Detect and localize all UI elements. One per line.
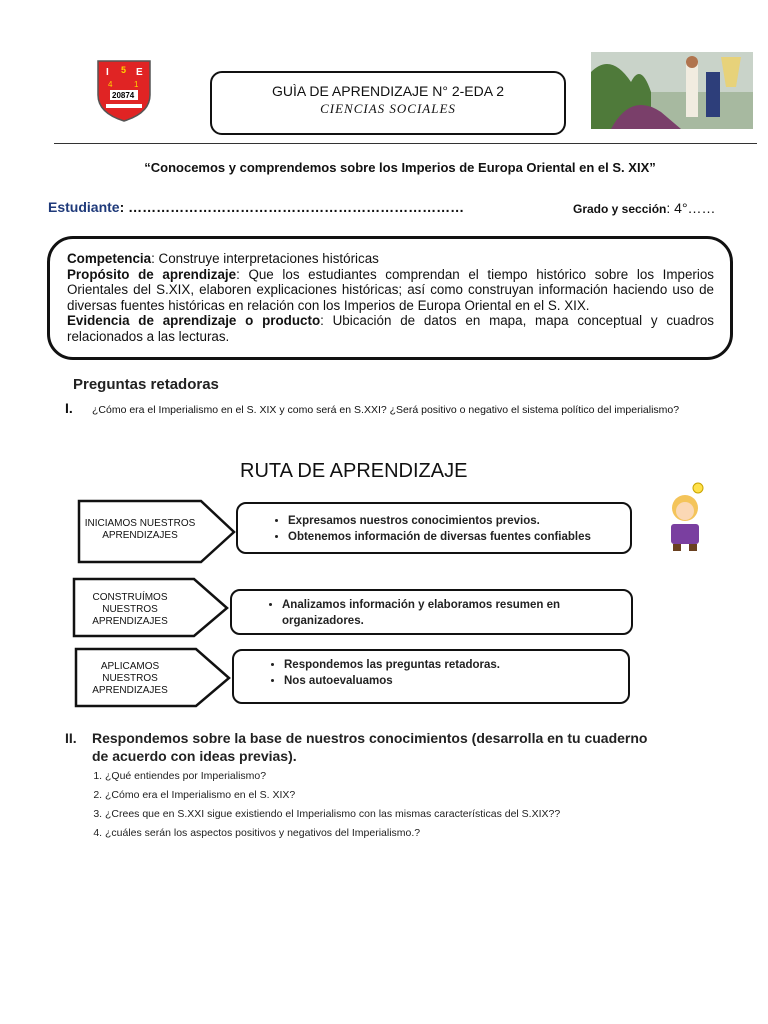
subject-title: CIENCIAS SOCIALES [320, 101, 456, 116]
svg-text:4: 4 [108, 80, 113, 89]
competencia-box [47, 236, 733, 360]
section-2 [65, 729, 665, 845]
grade-value: : 4°…… [666, 200, 716, 216]
svg-text:E: E [136, 67, 143, 78]
preguntas-heading: Preguntas retadoras [73, 376, 219, 393]
header-divider [54, 143, 757, 144]
guide-header-box [210, 71, 566, 135]
competencia-text: : Construye interpretaciones históricas [151, 251, 379, 266]
question-item: 4. ¿cuáles serán los aspectos positivos y negativos del Imperialismo.? [105, 826, 665, 840]
ruta-heading: RUTA DE APRENDIZAJE [240, 460, 468, 482]
svg-text:20874: 20874 [112, 91, 135, 100]
step-label-1: INICIAMOS NUESTROS APRENDIZAJES [84, 518, 196, 541]
step-content-1 [236, 502, 632, 554]
document-title: “Conocemos y comprendemos sobre los Imperios de Europa Oriental en el S. XIX” [144, 160, 656, 175]
svg-text:1: 1 [134, 80, 139, 89]
student-label: Estudiante [48, 199, 120, 215]
step-3-item: • Respondemos las preguntas retadoras. [284, 657, 628, 673]
section-numeral-1: I. [65, 400, 73, 416]
challenge-question: ¿Cómo era el Imperialismo en el S. XIX y como será en S.XXI? ¿Será positivo o negativo el sistema político del imperialismo? [92, 404, 680, 416]
grade-label: Grado y sección [573, 202, 667, 216]
evidencia-text: : Ubicación de datos en mapa, mapa conceptual y cuadros relacionados a las lecturas. [67, 313, 714, 344]
guide-title: GUÌA DE APRENDIZAJE N° 2-EDA 2 [272, 83, 504, 99]
evidencia-label: Evidencia de aprendizaje o producto [67, 313, 321, 328]
school-logo [92, 57, 156, 123]
step-label-3: APLICAMOS NUESTROS APRENDIZAJES [92, 661, 168, 696]
step-1-item: • Expresamos nuestros conocimientos previos. [288, 513, 630, 529]
student-field[interactable] [48, 199, 464, 215]
question-item: 3. ¿Crees que en S.XXI sigue existiendo el Imperialismo con las mismas características del S.XIX?? [105, 807, 665, 821]
student-blank: : ……………………………………………………………… [119, 199, 465, 215]
section-2-heading: Respondemos sobre la base de nuestros conocimientos (desarrolla en tu cuaderno de acuerdo con ideas previas). [92, 730, 648, 764]
step-content-3 [232, 649, 630, 704]
svg-text:I: I [106, 67, 109, 78]
question-item: 1. ¿Qué entiendes por Imperialismo? [105, 769, 665, 783]
step-2-item: • Analizamos información y elaboramos resumen en organizadores. [282, 597, 631, 629]
svg-text:5: 5 [121, 65, 127, 75]
proposito-text: : Que los estudiantes comprendan el tiempo histórico sobre los Imperios Orientales del S.XIX, elaboren explicaciones históricas; así como construyan información haciendo uso de diversas fuentes históricas en relación con los Imperios de Europa Oriental en el S. XIX. [67, 266, 715, 313]
question-item: 2. ¿Cómo era el Imperialismo en el S. XIX? [105, 788, 665, 802]
reading-child-icon [665, 478, 715, 556]
step-content-2 [230, 589, 633, 635]
historical-painting-image [591, 52, 753, 129]
proposito-label: Propósito de aprendizaje [67, 266, 237, 282]
grade-field[interactable] [573, 200, 716, 216]
competencia-label: Competencia [67, 251, 152, 266]
section-numeral-2: II. [65, 730, 77, 746]
step-1-item: • Obtenemos información de diversas fuentes confiables [288, 529, 630, 545]
step-label-2: CONSTRUÍMOS NUESTROS APRENDIZAJES [92, 592, 168, 627]
step-3-item: • Nos autoevaluamos [284, 673, 628, 689]
